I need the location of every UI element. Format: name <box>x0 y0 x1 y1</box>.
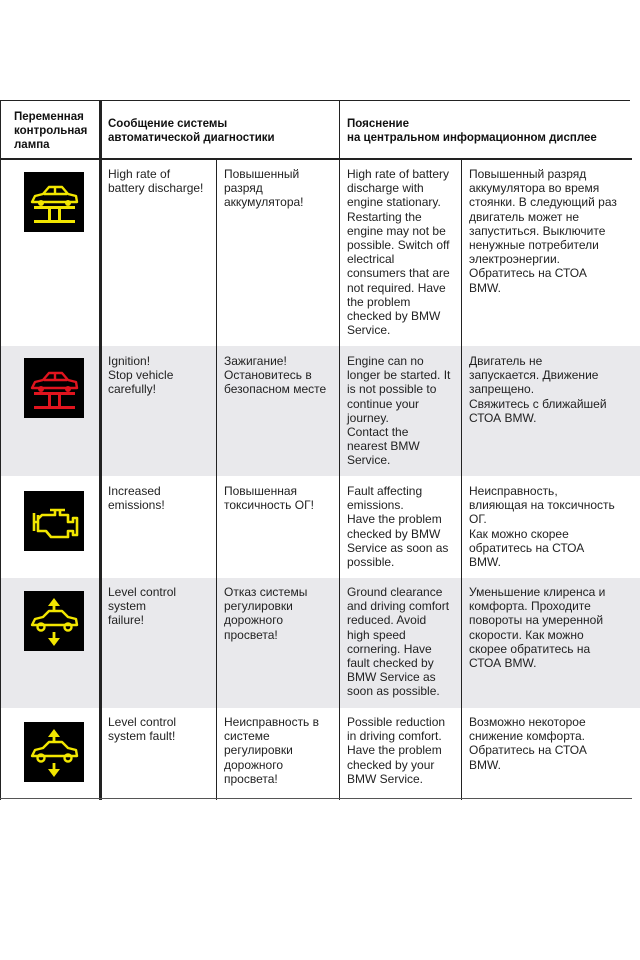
header-lamp-column: Переменная контрольная лампа <box>14 111 88 151</box>
header-bottom-border <box>0 158 632 160</box>
row-1-explanation-ru: Повышенный разряд аккумулятора во время стоянки. В следующий раз двигатель может не запуститься. Выключите ненужные потребители электроэнергии. Обратитесь на СТОА BMW. <box>469 167 617 295</box>
header-explanation-column: Пояснение на центральном информационном дисплее <box>347 118 597 144</box>
row-3-explanation-en: Fault affecting emissions. Have the problem checked by BMW Service as soon as possible. <box>347 484 449 570</box>
row-5-explanation-ru: Возможно некоторое снижение комфорта. Обратитесь на СТОА BMW. <box>469 715 587 772</box>
header-message-column: Сообщение системы автоматической диагностики <box>108 118 275 144</box>
car-on-lift-yellow-icon <box>24 172 84 232</box>
table-bottom-border <box>0 798 632 799</box>
row-2-message-ru: Зажигание! Остановитесь в безопасном месте <box>224 354 327 397</box>
row-3-message-ru: Повышенная токсичность ОГ! <box>224 484 314 513</box>
level-control-icon <box>24 591 84 651</box>
message-en-ru-divider <box>216 160 217 800</box>
row-2-explanation-ru: Двигатель не запускается. Движение запрещено. Свяжитесь с ближайшей СТОА BMW. <box>469 354 607 425</box>
row-1-message-en: High rate of battery discharge! <box>108 167 204 196</box>
explanation-en-ru-divider <box>461 160 462 800</box>
row-2-message-en: Ignition! Stop vehicle carefully! <box>108 354 174 397</box>
row-4-message-en: Level control system failure! <box>108 585 177 628</box>
row-5-message-ru: Неисправность в системе регулировки дорожного просвета! <box>224 715 320 786</box>
row-4-explanation-ru: Уменьшение клиренса и комфорта. Проходите повороты на умеренной скорости. Как можно скорее обратитесь на СТОА BMW. <box>469 585 606 671</box>
row-4-message-ru: Отказ системы регулировки дорожного просвета! <box>224 585 308 642</box>
row-5-message-en: Level control system fault! <box>108 715 177 744</box>
level-control-icon <box>24 722 84 782</box>
car-on-lift-red-icon <box>24 358 84 418</box>
check-engine-icon <box>24 491 84 551</box>
row-2-explanation-en: Engine can no longer be started. It is not possible to continue your journey. Contact the nearest BMW Service. <box>347 354 451 468</box>
row-3-message-en: Increased emissions! <box>108 484 165 513</box>
row-1-explanation-en: High rate of battery discharge with engine stationary. Restarting the engine may not be possible. Switch off electrical consumers that are not required. Have the problem checked by BMW Service. <box>347 167 450 338</box>
row-1-message-ru: Повышенный разряд аккумулятора! <box>224 167 304 210</box>
message-column-divider <box>339 100 340 800</box>
icon-column-divider <box>99 100 102 800</box>
table-left-border <box>0 100 1 800</box>
table-top-border <box>0 100 630 101</box>
row-5-explanation-en: Possible reduction in driving comfort. Have the problem checked by your BMW Service. <box>347 715 446 786</box>
row-3-explanation-ru: Неисправность, влияющая на токсичность ОГ. Как можно скорее обратитесь на СТОА BMW. <box>469 484 615 570</box>
row-4-explanation-en: Ground clearance and driving comfort reduced. Avoid high speed cornering. Have fault checked by BMW Service as soon as possible. <box>347 585 450 699</box>
